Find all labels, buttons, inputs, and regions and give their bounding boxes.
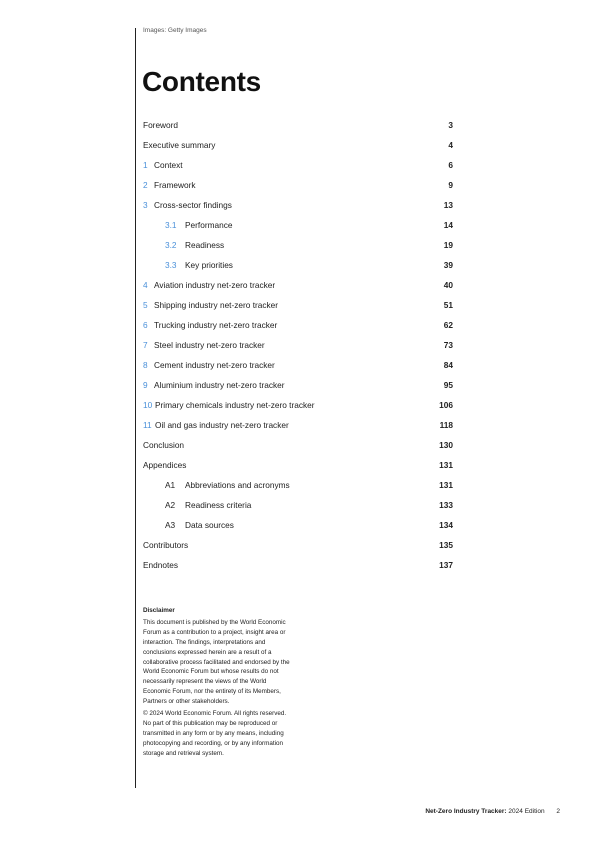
toc-entry-label: Primary chemicals industry net-zero tracker <box>155 400 315 410</box>
toc-entry[interactable] <box>143 515 453 535</box>
page-number: 2 <box>556 808 560 815</box>
toc-entry-number: 4 <box>143 280 148 290</box>
toc-entry[interactable] <box>143 355 453 375</box>
toc-entry-label: Context <box>154 160 183 170</box>
toc-entry-number: 3 <box>143 200 148 210</box>
toc-entry[interactable] <box>143 235 453 255</box>
toc-entry-label: Readiness criteria <box>185 500 252 510</box>
toc-entry[interactable] <box>143 555 453 575</box>
toc-entry-label: Shipping industry net-zero tracker <box>154 300 279 310</box>
disclaimer-heading: Disclaimer <box>143 607 175 614</box>
toc-entry-number: 3.1 <box>165 220 177 230</box>
toc-entry[interactable] <box>143 135 453 155</box>
toc-entry-label: Abbreviations and acronyms <box>185 480 290 490</box>
toc-entry-page: 95 <box>443 380 453 390</box>
toc-entry-number: 10 <box>143 400 153 410</box>
image-credit: Images: Getty Images <box>143 27 207 34</box>
toc-entry-label: Foreword <box>143 120 179 130</box>
disclaimer <box>143 606 293 759</box>
toc-entry-page: 131 <box>439 460 453 470</box>
toc-entry-page: 131 <box>439 480 453 490</box>
toc-entry-page: 118 <box>439 420 453 430</box>
toc-entry[interactable] <box>143 315 453 335</box>
toc-entry-page: 51 <box>443 300 453 310</box>
toc-entry-number: 8 <box>143 360 148 370</box>
toc-entry-number: 11 <box>143 420 152 430</box>
toc-entry-label: Cement industry net-zero tracker <box>154 360 275 370</box>
toc-entry-number: A1 <box>165 480 176 490</box>
toc-entry-number: A3 <box>165 520 176 530</box>
page-footer <box>425 808 560 815</box>
toc-entry-label: Endnotes <box>143 560 179 570</box>
toc-entry-label: Aluminium industry net-zero tracker <box>154 380 285 390</box>
toc-entry-page: 130 <box>439 440 453 450</box>
toc-entry[interactable] <box>143 175 453 195</box>
toc-entry-page: 84 <box>443 360 453 370</box>
toc-entry[interactable] <box>143 455 453 475</box>
toc-entry-label: Key priorities <box>185 260 233 270</box>
toc-entry[interactable] <box>143 255 453 275</box>
toc-entry-number: 3.3 <box>165 260 177 270</box>
toc-entry-page: 6 <box>448 160 453 170</box>
toc-entry-page: 3 <box>448 120 453 130</box>
toc-entry[interactable] <box>143 435 453 455</box>
toc-entry-number: 2 <box>143 180 148 190</box>
toc-entry[interactable] <box>143 395 453 415</box>
toc-entry[interactable] <box>143 215 453 235</box>
toc-entry-label: Trucking industry net-zero tracker <box>154 320 278 330</box>
toc-entry-page: 135 <box>439 540 453 550</box>
toc-entry[interactable] <box>143 155 453 175</box>
copyright-notice: © 2024 World Economic Forum. All rights reserved. No part of this publication may be reproduced or transmitted in any form or by any means, including photocopying and recording, or by any information storage and retrieval system. <box>143 710 287 757</box>
toc-entry-label: Cross-sector findings <box>154 200 232 210</box>
toc-entry-number: 9 <box>143 380 148 390</box>
toc-entry-page: 4 <box>448 140 453 150</box>
footer-title: Net-Zero Industry Tracker: <box>425 808 507 815</box>
toc-entry-number: 7 <box>143 340 148 350</box>
toc-entry-number: 1 <box>143 160 148 170</box>
toc-entry[interactable] <box>143 115 453 135</box>
toc-entry-page: 133 <box>439 500 453 510</box>
toc-entry[interactable] <box>143 335 453 355</box>
toc-entry-number: 5 <box>143 300 148 310</box>
toc-entry-number: 6 <box>143 320 148 330</box>
toc-entry[interactable] <box>143 415 453 435</box>
toc-entry-label: Appendices <box>143 460 187 470</box>
toc-entry-label: Data sources <box>185 520 234 530</box>
toc-entry-page: 9 <box>448 180 453 190</box>
toc-entry-page: 73 <box>443 340 453 350</box>
toc-entry-number: 3.2 <box>165 240 177 250</box>
toc-entry-page: 13 <box>443 200 453 210</box>
toc-entry-page: 62 <box>443 320 453 330</box>
toc-entry-label: Readiness <box>185 240 225 250</box>
toc-entry-label: Framework <box>154 180 196 190</box>
disclaimer-body: This document is published by the World Economic Forum as a contribution to a project, insight area or interaction. The findings, interpretations and conclusions expressed herein are a result of a collaborative process facilitated and endorsed by the World Economic Forum but whose results do not necessarily represent the views of the World Economic Forum, nor the entirety of its Members, Partners or other stakeholders. <box>143 618 290 706</box>
margin-rule <box>135 28 136 788</box>
footer-edition: 2024 Edition <box>508 808 545 815</box>
toc-entry[interactable] <box>143 295 453 315</box>
page-title: Contents <box>142 66 261 97</box>
toc-entry-page: 40 <box>443 280 453 290</box>
toc-entry[interactable] <box>143 535 453 555</box>
toc-entry[interactable] <box>143 375 453 395</box>
toc-entry-label: Performance <box>185 220 233 230</box>
toc-entry-page: 14 <box>443 220 453 230</box>
toc-entry-page: 137 <box>439 560 453 570</box>
toc-entry[interactable] <box>143 275 453 295</box>
toc-entry-page: 19 <box>443 240 453 250</box>
toc-entry-label: Contributors <box>143 540 189 550</box>
toc-entry-number: A2 <box>165 500 176 510</box>
toc-entry[interactable] <box>143 495 453 515</box>
toc-entry[interactable] <box>143 195 453 215</box>
toc-entry-page: 134 <box>439 520 453 530</box>
toc-entry-page: 106 <box>439 400 453 410</box>
toc-entry-label: Executive summary <box>143 140 216 150</box>
toc-entry[interactable] <box>143 475 453 495</box>
table-of-contents <box>143 115 453 575</box>
toc-entry-label: Oil and gas industry net-zero tracker <box>155 420 289 430</box>
toc-entry-label: Aviation industry net-zero tracker <box>154 280 276 290</box>
toc-entry-label: Conclusion <box>143 440 185 450</box>
toc-entry-page: 39 <box>443 260 453 270</box>
toc-entry-label: Steel industry net-zero tracker <box>154 340 265 350</box>
